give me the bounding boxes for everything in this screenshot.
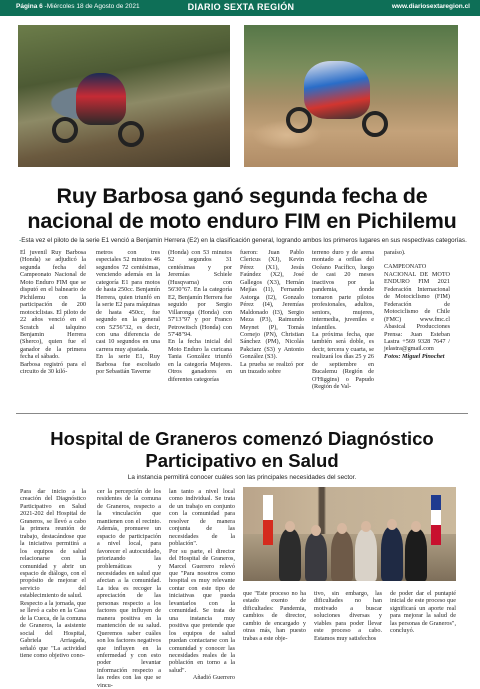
article1-column-5 [312,249,374,391]
article2-column-6 [390,590,456,635]
person-head [361,521,371,532]
enduro-photo-rider-right [244,25,458,167]
person-figure [279,529,301,581]
person-figure [355,529,377,581]
room-wall [243,487,456,534]
person-figure [331,531,353,581]
page-number: Página 6 [16,3,43,10]
article1-subtitle-text: Esta vez el piloto de la serie E1 venció a Benjamin Herrera (E2) en la clasificación general, logrando ambos los primeros lugares en sus respectivas categorías. [21,237,467,244]
article1-paragraph: paraíso). [384,249,406,256]
person-head [311,525,321,536]
article2-paragraph: cer la percepción de los residentes de la comuna de Graneros, respecto a la vinculación que mantienen con el recinto. Además, promueve un espacio de participación a nivel local, para favorecer el autocuidado, priorizando las problemáticas y necesidades en salud que afectan a la comunidad. La idea es recoger la apreciación de las personas respecto a los factores que influyen de manera positiva en la mantención de su salud. Queremos saber cuáles son los factores negativos que influyen en la enfermedad y con esto poder levantar información respecto a las redes con las que se vincu- [97,488,161,689]
person-head [411,521,421,532]
article2-column-4 [243,590,306,642]
article1-paragraph: En la serie E1, Ruy Barbosa fue escoltado por Sebastián Taverne [96,353,160,376]
page-date-line [16,3,140,10]
person-figure [381,527,403,581]
article1-column-3 [168,249,232,383]
article2-paragraph: tivo, sin embargo, las dificultades no han motivado a buscar soluciones diversas y viables para poder llevar este proceso a cabo. Estamos muy satisfechos [314,590,382,642]
article2-column-1 [20,488,86,659]
photo-credit: Fotos: Miguel Pinochet [384,352,445,360]
article1-headline: Ruy Barbosa ganó segunda fecha de nacional de moto enduro FIM en Pichilemu [27,184,457,233]
website-link[interactable]: www.diariosextaregion.cl [391,3,470,10]
motorcycle-wheel [362,111,388,137]
motorcycle-wheel [286,107,312,133]
article2-column-5 [314,590,382,642]
article2-paragraph: Para dar inicio a la creación del Diagnóstico Participativo en Salud 2021-202 del Hospital de Graneros, se llevó a cabo la primera reunión de trabajo, destacándose que la iniciativa permitirá a los equipos de salud relacionarse con la comunidad y abrir un espacio de diálogo, con el propósito de mejorar el servicio del establecimiento de salud. [20,488,86,600]
article2-column-2 [97,488,161,689]
contact-info: CAMPEONATO NACIONAL DE MOTO ENDURO FIM 2021 Federación Internacional de Motociclismo (FIM) Federación de Motociclismo de Chile (FMC) www.fmc.cl Abasical Producciones Prensa: Juan Esteban Lastra +569 9328 7647 / jelastra@gmail.com [384,263,450,353]
article1-paragraph: terreno duro y de arena montado a orillas del Océano Pacífico, luego de casi 20 meses inactivos por la pandemia, donde tomaron parte pilotos profesionales, adultos, seniors, mujeres, intermedia, juveniles e infantiles. [312,249,374,331]
article1-paragraph: La prueba se realizó por un trazado sobre [240,360,304,376]
article1-paragraph: En la fecha inicial del Moto Enduro la curicana Tania González triunfó en la categoría Mujeres. Otros ganadores en diferentes categorías [168,338,232,383]
article1-column-1 [20,249,86,376]
rider-figure [76,73,126,125]
flag [263,495,273,545]
publication-name: DIARIO SEXTA REGIÓN [187,2,295,12]
enduro-photo-rider-left [18,25,230,167]
article1-paragraph: Barbosa registró para el circuito de 30 kiló- [20,360,86,376]
article2-paragraph: que "Este proceso no ha estado exento de dificultades: Pandemia, cambios de director, cambio de encargado y otras más, han puesto trabas a este obje- [243,590,306,642]
article1-paragraph: metros con tres especiales 52 minutos 46 segundos 72 centésimas, venciendo además en la categoría E1 para motos de hasta 250cc. Benjamín Herrera, quien triunfó en la serie E2 para máquinas de hasta 450cc, fue segundo en la general con 52'56"32, es decir, con una diferencia de casi 10 segundos en una carrera muy ajustada. [96,249,160,353]
article2-headline: Hospital de Graneros comenzó Diagnóstico Participativo en Salud [50,428,434,471]
article1-column-6 [384,249,450,360]
motorcycle-wheel [52,117,78,143]
article2-paragraph: Por su parte, el director del Hospital de Graneros, Marcel Guerrero relevó que "Para nosotros como hospital es muy relevante contar con este tipo de iniciativas que pueda levantarlos con la comunidad. Se trata de una instancia muy positiva que pretende que los equipos de salud puedan contactarse con la comunidad y conocer las necesidades reales de la población en torno a la salud". [169,547,235,674]
person-head [337,523,347,534]
page-header [0,0,480,16]
article2-paragraph: de poder dar el puntapié inicial de este proceso que significará un aporte real para mejorar la salud de las personas de Graneros", concluyó. [390,590,456,635]
article2-paragraph: lan tanto a nivel local como individual. Se trata de un trabajo en conjunto con la comunidad para resolver de manera conjunta de las necesidades de la población". [169,488,235,548]
article2-paragraph: Añadió Guerrero [192,674,235,682]
person-figure [305,533,327,581]
article2-subtitle: La instancia permitirá conocer cuáles son las principales necesidades del sector. [127,474,357,481]
article1-paragraph: La próxima fecha, que también será doble, es decir, tercera y cuarta, se realizará los días 25 y 26 de septiembre en Bucalemu (Región de O'Higgins) o Papudo (Región de Val- [312,330,374,391]
rider-figure [304,61,370,119]
motorcycle-wheel [118,121,144,147]
publication-date: -Miércoles 18 de Agosto de 2021 [44,3,140,10]
article1-column-4 [240,249,304,376]
article2-column-3 [169,488,235,682]
flag [431,495,441,545]
article1-column-2 [96,249,160,376]
section-divider [16,413,468,414]
article1-paragraph: (Honda) con 53 minutos 52 segundos 31 centésimas y por Jeremías Schiele (Husqvarna) con 56'30"67. En la categoría E2, Benjamín Herrera fue seguido por Sergio Villaronga (Honda) con 57'13"97 y por Franco Petrowitsch (Honda) con 57'48"94. [168,249,232,338]
person-head [387,519,397,530]
article1-subtitle: -Esta vez el piloto de la serie E1 venció a Benjamin Herrera (E2) en la clasificación general, logrando ambos los primeros lugares en sus respectivas categorías. [19,237,467,244]
hospital-meeting-photo [243,487,456,581]
person-figure [405,529,427,581]
article1-paragraph: El juvenil Ruy Barbosa (Honda) se adjudicó la segunda fecha del Campeonato Nacional de Moto Enduro FIM que se disputó en el balneario de Pichilemu con la participación de 200 motociclistas. El piloto de 22 años venció en el Scratch al talquino Benjamin Herrera (Sherco), quien fue el ganador de la primera fecha el sábado. [20,249,86,361]
person-head [285,521,295,532]
article2-paragraph: Respecto a la jornada, que se llevó a cabo en la Casa de la Cueca, de la comuna de Graneros, la asistente social del Hospital, Gabriela Arriagada, señaló que "La actividad tiene como objetivo cono- [20,599,86,659]
article1-paragraph: fueron: Juan Pablo Clericus (XJ), Kevin Pérez (X1), Jesús Faúndez (X2), José Gallegos (X3), Hernán Mejías (I1), Fernando Astorga (I2), Gonzalo Pérez (I4), Jeremías Maldonado (I3), Sergio Meza (P3), Raimundo Meynet (P), Tomás Cornejo (PN), Christian Sánchez (PM), Nicolás Pakciarz (S3) y Antonio González (S3). [240,249,304,361]
